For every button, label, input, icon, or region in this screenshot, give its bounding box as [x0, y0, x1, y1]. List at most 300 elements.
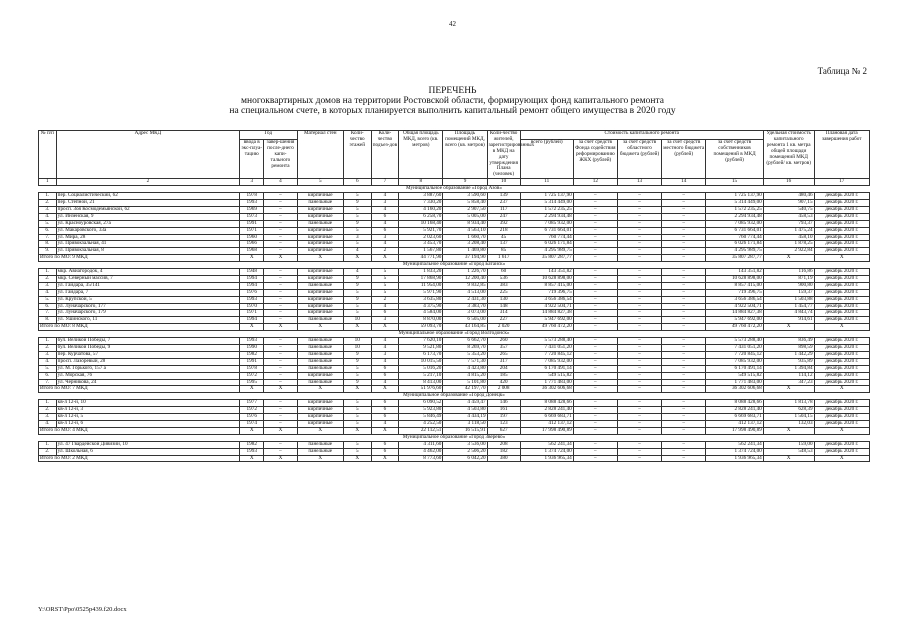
table-cell: декабрь 2020 г.: [814, 420, 869, 427]
table-cell: –: [264, 303, 297, 310]
col-cost-fund: за счет средств Фонда содействия реформированию ЖКХ (рублей): [573, 139, 617, 178]
table-cell: 4: [371, 193, 399, 200]
column-number: 5: [297, 179, 343, 186]
table-cell: 6.: [39, 372, 57, 379]
table-cell: X: [264, 324, 297, 331]
table-cell: –: [662, 345, 706, 352]
table-cell: кирпичные: [297, 296, 343, 303]
total-label: Итого по МО: 8 МКД: [39, 324, 240, 331]
table-cell: 2 294 934,48: [706, 213, 763, 220]
table-cell: 16 515,91: [443, 427, 487, 434]
table-cell: –: [573, 420, 617, 427]
table-cell: 4 252,50: [399, 420, 443, 427]
table-cell: X: [371, 455, 399, 462]
table-cell: –: [662, 282, 706, 289]
table-cell: 8.: [39, 241, 57, 248]
table-cell: –: [617, 351, 661, 358]
table-cell: 548,53: [763, 448, 814, 455]
table-cell: ул. Привокзальная, 8: [56, 248, 239, 255]
table-cell: 9.: [39, 248, 57, 255]
table-cell: 1978: [240, 365, 264, 372]
table-cell: 2 023,60: [399, 234, 443, 241]
table-cell: 1 660,70: [443, 234, 487, 241]
table-cell: 907,15: [763, 199, 814, 206]
table-cell: кирпичные: [297, 269, 343, 276]
table-cell: –: [264, 317, 297, 324]
table-cell: панельные: [297, 220, 343, 227]
table-cell: 420: [487, 379, 520, 386]
table-cell: декабрь 2020 г.: [814, 345, 869, 352]
table-cell: 204: [487, 365, 520, 372]
table-cell: –: [662, 289, 706, 296]
table-cell: ул. Ушинского, 11: [56, 317, 239, 324]
table-cell: декабрь 2020 г.: [814, 365, 869, 372]
table-cell: 2.: [39, 448, 57, 455]
table-cell: 4 922 504,71: [520, 303, 573, 310]
table-cell: –: [573, 234, 617, 241]
table-cell: ул. Привокзальная, 41: [56, 241, 239, 248]
table-cell: 6: [371, 407, 399, 414]
table-cell: –: [617, 289, 661, 296]
table-cell: кирпичные: [297, 289, 343, 296]
table-cell: 1.: [39, 269, 57, 276]
column-number: 10: [487, 179, 520, 186]
table-cell: –: [264, 420, 297, 427]
table-cell: 6 173,70: [399, 351, 443, 358]
table-cell: 760 774,44: [706, 234, 763, 241]
table-cell: 3: [371, 199, 399, 206]
table-cell: 143 351,82: [520, 269, 573, 276]
table-cell: 898,59: [763, 345, 814, 352]
table-cell: 4.: [39, 213, 57, 220]
table-cell: ул. Луначарского, 177: [56, 303, 239, 310]
table-cell: 1990: [240, 345, 264, 352]
table-cell: 1 617: [487, 255, 520, 262]
table-cell: 5: [343, 414, 371, 421]
table-cell: 4 295 989,75: [706, 248, 763, 255]
table-cell: –: [662, 372, 706, 379]
table-cell: 9: [343, 351, 371, 358]
table-cell: X: [264, 427, 297, 434]
table-cell: –: [662, 303, 706, 310]
table-cell: просп. Лазоревый, 28: [56, 358, 239, 365]
table-cell: просп. Зоя Космодемьянской, 62: [56, 206, 239, 213]
table-cell: –: [264, 372, 297, 379]
table-cell: –: [617, 400, 661, 407]
table-cell: 4 843,74: [763, 310, 814, 317]
table-cell: 6 731 664,01: [520, 227, 573, 234]
table-cell: 5: [343, 213, 371, 220]
table-cell: X: [763, 255, 814, 262]
table-cell: 6 669 683,71: [706, 414, 763, 421]
table-cell: 6 258,70: [399, 213, 443, 220]
table-cell: декабрь 2020 г.: [814, 220, 869, 227]
table-cell: 3 656 386,54: [520, 296, 573, 303]
table-cell: пер. Степной, 21: [56, 199, 239, 206]
table-cell: 8 857 415,00: [520, 282, 573, 289]
table-cell: 10: [343, 338, 371, 345]
table-cell: 265: [487, 351, 520, 358]
table-cell: 161: [487, 407, 520, 414]
table-cell: –: [617, 338, 661, 345]
table-cell: декабрь 2020 г.: [814, 441, 869, 448]
table-cell: X: [297, 427, 343, 434]
table-cell: –: [573, 317, 617, 324]
table-cell: 7 431 051,20: [706, 345, 763, 352]
table-cell: декабрь 2020 г.: [814, 379, 869, 386]
table-cell: 132,03: [763, 420, 814, 427]
table-cell: декабрь 2020 г.: [814, 338, 869, 345]
table-cell: –: [573, 296, 617, 303]
table-cell: 5 353,20: [443, 351, 487, 358]
table-cell: кирпичные: [297, 227, 343, 234]
table-cell: 6.: [39, 227, 57, 234]
page-number: 42: [449, 20, 456, 28]
table-cell: –: [662, 199, 706, 206]
table-cell: 37 194,90: [443, 255, 487, 262]
table-cell: 7 085 932,00: [706, 358, 763, 365]
table-cell: 6: [371, 414, 399, 421]
table-cell: –: [573, 206, 617, 213]
table-cell: –: [573, 282, 617, 289]
table-cell: 314: [487, 310, 520, 317]
table-cell: 2 008: [487, 386, 520, 393]
table-cell: 549 515,82: [520, 372, 573, 379]
table-cell: 4 295 989,75: [520, 248, 573, 255]
table-cell: 4 160,20: [399, 206, 443, 213]
table-cell: 1969: [240, 206, 264, 213]
table-cell: X: [297, 324, 343, 331]
table-cell: 1 725 137,90: [520, 193, 573, 200]
table-cell: 628,39: [763, 407, 814, 414]
table-cell: X: [343, 324, 371, 331]
table-cell: 1972: [240, 372, 264, 379]
table-cell: 6 026 171,84: [706, 241, 763, 248]
table-cell: 1 504,15: [763, 414, 814, 421]
col-entrances: Коли-чество подъез-дов: [371, 131, 399, 179]
table-cell: декабрь 2020 г.: [814, 199, 869, 206]
table-cell: кирпичные: [297, 206, 343, 213]
table-cell: 9: [343, 282, 371, 289]
table-cell: –: [617, 407, 661, 414]
table-cell: 6 026 171,84: [520, 241, 573, 248]
table-cell: 1982: [240, 441, 264, 448]
table-cell: 1972: [240, 407, 264, 414]
title-line: на специальном счете, в которых планируется выполнить капитальный ремонт общего имущества в 2020 году: [229, 106, 676, 116]
table-cell: 8.: [39, 317, 57, 324]
table-cell: 1.: [39, 441, 57, 448]
table-cell: –: [617, 427, 661, 434]
table-cell: 6 170 491,14: [520, 365, 573, 372]
table-cell: X: [371, 427, 399, 434]
table-cell: 1991: [240, 220, 264, 227]
title-line: ПЕРЕЧЕНЬ: [428, 86, 477, 96]
table-cell: X: [264, 255, 297, 262]
col-unit-cost: Удельная стоимость капитального ремонта 1 кв. метра общей площади помещений МКД (рублей/ кв. метров): [763, 131, 814, 179]
table-cell: 1 936 965,34: [520, 455, 573, 462]
table-cell: декабрь 2020 г.: [814, 275, 869, 282]
table-cell: кирпичные: [297, 213, 343, 220]
table-cell: 1 394,84: [763, 365, 814, 372]
table-cell: 5: [343, 400, 371, 407]
table-cell: –: [264, 441, 297, 448]
table-cell: 3 208,40: [443, 241, 487, 248]
table-cell: 35 807 287,77: [706, 255, 763, 262]
table-cell: –: [573, 213, 617, 220]
table-cell: декабрь 2020 г.: [814, 282, 869, 289]
table-cell: 1 936 965,34: [706, 455, 763, 462]
table-cell: 1968: [240, 248, 264, 255]
table-cell: –: [662, 448, 706, 455]
table-cell: 7.: [39, 379, 57, 386]
table-cell: ул. Луначарского, 179: [56, 310, 239, 317]
table-cell: 4: [371, 338, 399, 345]
table-cell: декабрь 2020 г.: [814, 400, 869, 407]
table-cell: 1960: [240, 234, 264, 241]
table-cell: 7 330,20: [399, 199, 443, 206]
table-cell: –: [617, 379, 661, 386]
table-cell: X: [814, 455, 869, 462]
table-cell: 8 088 428,66: [520, 400, 573, 407]
table-cell: 51 976,60: [399, 386, 443, 393]
table-cell: 5.: [39, 220, 57, 227]
table-cell: 5 858,40: [443, 199, 487, 206]
table-cell: –: [617, 255, 661, 262]
table-cell: ул. Гайдара, 7: [56, 289, 239, 296]
table-cell: декабрь 2020 г.: [814, 213, 869, 220]
table-cell: –: [662, 234, 706, 241]
col-cost-owners: за счет средств собственников помещений в МКД (рублей): [706, 139, 763, 178]
table-cell: панельные: [297, 282, 343, 289]
table-cell: 1970: [240, 303, 264, 310]
table-cell: 8 088 428,66: [706, 400, 763, 407]
table-cell: –: [573, 365, 617, 372]
table-cell: 6 042,20: [443, 455, 487, 462]
table-cell: 1.: [39, 193, 57, 200]
col-year: Год: [240, 131, 297, 140]
table-cell: –: [617, 220, 661, 227]
table-cell: –: [617, 358, 661, 365]
column-number: 8: [399, 179, 443, 186]
table-cell: кв-л 12-й, 5: [56, 414, 239, 421]
table-cell: 4 434,19: [443, 414, 487, 421]
table-cell: 17 998 490,89: [520, 427, 573, 434]
table-cell: –: [617, 455, 661, 462]
table-cell: 4 922 504,71: [706, 303, 763, 310]
table-cell: 3 536,00: [443, 441, 487, 448]
table-cell: 7 085 932,00: [520, 358, 573, 365]
table-cell: 3 635,80: [399, 296, 443, 303]
table-cell: –: [662, 241, 706, 248]
table-cell: 85: [487, 248, 520, 255]
table-cell: кв-л 12-й, 10: [56, 400, 239, 407]
table-cell: ул. Гайдара, 35/141: [56, 282, 239, 289]
table-cell: 383: [487, 282, 520, 289]
table-cell: –: [573, 255, 617, 262]
column-number: 13: [617, 179, 661, 186]
table-cell: 5 217,10: [399, 372, 443, 379]
table-cell: 7 571,30: [443, 358, 487, 365]
column-number: 6: [343, 179, 371, 186]
table-cell: 10: [343, 317, 371, 324]
table-cell: кирпичные: [297, 420, 343, 427]
table-cell: 5.: [39, 365, 57, 372]
table-cell: 719 396,75: [520, 289, 573, 296]
table-cell: 4 563,10: [443, 227, 487, 234]
table-cell: –: [573, 248, 617, 255]
table-cell: ул. Школьная, 6: [56, 448, 239, 455]
table-cell: –: [662, 414, 706, 421]
table-cell: X: [297, 455, 343, 462]
table-cell: 9: [343, 220, 371, 227]
table-cell: 5 947 692,00: [520, 317, 573, 324]
table-cell: 836,49: [763, 338, 814, 345]
table-cell: 5 016,20: [399, 365, 443, 372]
table-cell: 9: [343, 379, 371, 386]
table-cell: панельные: [297, 345, 343, 352]
table-cell: декабрь 2020 г.: [814, 234, 869, 241]
table-cell: 4: [371, 241, 399, 248]
table-cell: –: [662, 379, 706, 386]
table-cell: 1 771 483,00: [706, 379, 763, 386]
table-cell: –: [662, 213, 706, 220]
table-cell: –: [617, 448, 661, 455]
table-cell: –: [662, 407, 706, 414]
table-cell: ул. Красноуровская, 27а: [56, 220, 239, 227]
table-cell: 7 720 845,12: [706, 351, 763, 358]
column-number: 4: [264, 179, 297, 186]
table-cell: 5: [343, 420, 371, 427]
table-cell: кв-л 12-й, 6: [56, 420, 239, 427]
table-cell: 6 731 664,01: [706, 227, 763, 234]
col-total-area: Общая площадь МКД, всего (кв. метров): [399, 131, 443, 179]
table-cell: –: [617, 241, 661, 248]
table-cell: 4: [343, 269, 371, 276]
table-cell: 4 311,60: [399, 441, 443, 448]
table-cell: –: [662, 427, 706, 434]
table-cell: декабрь 2020 г.: [814, 414, 869, 421]
table-cell: 3 118,50: [443, 420, 487, 427]
table-cell: 208: [487, 441, 520, 448]
total-label: Итого по МО: 9 МКД: [39, 255, 240, 262]
table-cell: 2 907,50: [443, 206, 487, 213]
table-cell: кирпичные: [297, 275, 343, 282]
table-cell: 1 567,80: [399, 248, 443, 255]
table-cell: мкр. Авиагородок, 4: [56, 269, 239, 276]
table-cell: ул. Черникова, 24: [56, 379, 239, 386]
table-cell: 8 773,60: [399, 455, 443, 462]
col-wall-material: Материал стен: [297, 131, 343, 179]
table-cell: 2 020: [487, 324, 520, 331]
table-cell: панельные: [297, 379, 343, 386]
table-cell: 347,23: [763, 379, 814, 386]
table-cell: 458,10: [763, 234, 814, 241]
table-cell: 1994: [240, 282, 264, 289]
table-cell: 6: [371, 400, 399, 407]
table-cell: X: [814, 386, 869, 393]
table-cell: X: [264, 455, 297, 462]
table-cell: –: [573, 241, 617, 248]
table-cell: 6 170 491,14: [706, 365, 763, 372]
column-number: 15: [706, 179, 763, 186]
table-cell: X: [343, 255, 371, 262]
table-cell: 6: [371, 441, 399, 448]
col-num: № п/п: [39, 131, 57, 179]
table-cell: –: [662, 310, 706, 317]
table-cell: –: [617, 372, 661, 379]
table-cell: 2: [371, 296, 399, 303]
footer-path: Y:\ORST\Ppo\0525p439.f20.docx: [38, 606, 127, 613]
table-cell: X: [240, 324, 264, 331]
table-cell: 14 884 827,38: [520, 310, 573, 317]
table-cell: 6: [371, 365, 399, 372]
table-cell: 5 947 692,00: [706, 317, 763, 324]
table-cell: 10 015,50: [399, 358, 443, 365]
table-cell: –: [264, 275, 297, 282]
table-cell: 7.: [39, 234, 57, 241]
table-cell: 2 922,84: [763, 248, 814, 255]
table-cell: –: [264, 248, 297, 255]
table-cell: –: [264, 365, 297, 372]
table-cell: декабрь 2020 г.: [814, 358, 869, 365]
table-cell: –: [617, 420, 661, 427]
table-cell: 45: [487, 234, 520, 241]
table-cell: декабрь 2020 г.: [814, 289, 869, 296]
column-number: 7: [371, 179, 399, 186]
table-cell: 159,37: [763, 289, 814, 296]
title-line: многоквартирных домов на территории Ростовской области, формирующих фонд капитального ремонта: [241, 96, 664, 106]
table-cell: –: [573, 289, 617, 296]
table-cell: 5: [343, 407, 371, 414]
table-cell: –: [264, 448, 297, 455]
table-cell: 4: [371, 420, 399, 427]
table-cell: кирпичные: [297, 193, 343, 200]
table-cell: панельные: [297, 199, 343, 206]
table-cell: –: [662, 358, 706, 365]
table-cell: X: [343, 427, 371, 434]
table-label: Таблица № 2: [817, 66, 867, 76]
table-cell: –: [264, 296, 297, 303]
table-cell: 1977: [240, 400, 264, 407]
table-cell: декабрь 2020 г.: [814, 303, 869, 310]
table-cell: 6: [371, 372, 399, 379]
table-cell: –: [264, 282, 297, 289]
table-cell: 5 921,70: [399, 227, 443, 234]
table-cell: панельные: [297, 365, 343, 372]
table-cell: X: [763, 324, 814, 331]
table-cell: X: [814, 324, 869, 331]
table-cell: –: [617, 303, 661, 310]
table-cell: 159,00: [763, 441, 814, 448]
table-cell: пер. Курчатова, 57: [56, 351, 239, 358]
col-cost-group: Стоимость капитального ремонта: [520, 131, 763, 140]
table-cell: 5: [343, 365, 371, 372]
table-cell: 1948: [240, 269, 264, 276]
table-cell: 260: [487, 338, 520, 345]
table-cell: –: [617, 213, 661, 220]
table-cell: 1 469,80: [443, 248, 487, 255]
table-cell: X: [763, 427, 814, 434]
table-cell: 197: [487, 414, 520, 421]
table-cell: –: [662, 275, 706, 282]
table-cell: –: [617, 414, 661, 421]
table-cell: 9: [343, 199, 371, 206]
table-cell: 9 832,85: [443, 282, 487, 289]
table-cell: 5: [343, 448, 371, 455]
table-cell: 5 314 449,00: [520, 199, 573, 206]
total-label: Итого по МО: 7 МКД: [39, 386, 240, 393]
table-cell: кирпичные: [297, 372, 343, 379]
